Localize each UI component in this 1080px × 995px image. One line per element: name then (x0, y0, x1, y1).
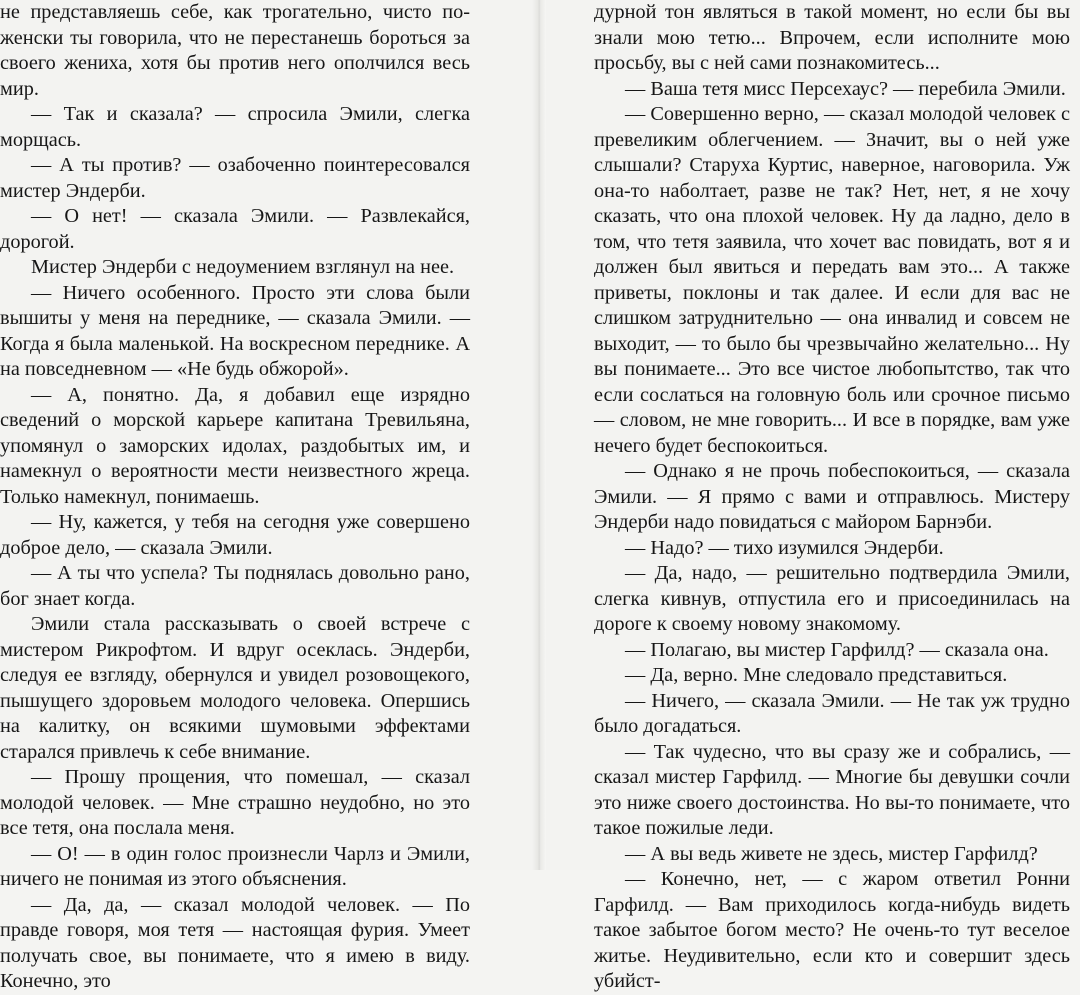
paragraph: — Надо? — тихо изумился Эндерби. (625, 536, 944, 559)
paragraph: — А ты против? — озабоченно поинтересовался мистер Эндерби. (0, 154, 470, 202)
paragraph: — Да, да, — сказал молодой человек. — По правде говоря, моя тетя — настоящая фурия. Умеет получать свое, вы понимаете, что я имею в виду. Конечно, это (0, 893, 470, 992)
right-page (594, 0, 1070, 995)
paragraph: — А вы ведь живете не здесь, мистер Гарфилд? (625, 842, 1038, 865)
paragraph: — Ваша тетя мисс Персехаус? — перебила Эмили. (625, 77, 1066, 100)
paragraph: — Ничего, — сказала Эмили. — Не так уж трудно было догадаться. (594, 689, 1070, 737)
paragraph: — Совершенно верно, — сказал молодой человек с превеликим облегчением. — Значит, вы о ней уже слышали? Старуха Куртис, наверное, наговорила. Уж она-то наболтает, разве не так? Нет, нет, я не хочу сказать, что она плохой человек. Ну да ладно, дело в том, что тетя заявила, что хочет вас повидать, вот я и должен был явиться и передать вам это... А также приветы, поклоны и так далее. И если для вас не слишком затруднительно — она инвалид и совсем не выходит, — то было бы чрезвычайно желательно... Ну вы понимаете... Это все чистое любопытство, так что если сослаться на головную боль или срочное письмо — словом, не мне говорить... И все в порядке, вам уже нечего будет беспокоиться. (594, 103, 1070, 457)
paragraph: — А, понятно. Да, я добавил еще изрядно сведений о морской карьере капитана Тревильяна, упомянул о заморских идолах, раздобытых им, и намекнул о вероятности мести неизвестного жреца. Только намекнул, понимаешь. (0, 383, 470, 508)
paragraph: — Так чудесно, что вы сразу же и собрались, — сказал мистер Гарфилд. — Многие бы девушки сочли это ниже своего достоинства. Но вы-то понимаете, что такое пожилые леди. (594, 740, 1070, 839)
paragraph: — Полагаю, вы мистер Гарфилд? — сказала она. (625, 638, 1049, 661)
paragraph: Эмили стала рассказывать о своей встрече с мистером Рикрофтом. И вдруг осеклась. Эндерби, следуя ее взгляду, обернулся и увидел розовощекого, пышущего здоровьем молодого человека. Опершись на калитку, он всякими шумовыми эффектами старался привлечь к себе внимание. (0, 613, 470, 763)
paragraph: Мистер Эндерби с недоумением взглянул на нее. (31, 256, 455, 278)
paragraph: — Однако я не прочь побеспокоиться, — сказала Эмили. — Я прямо с вами и отправлюсь. Мистеру Эндерби надо повидаться с майором Барнэби. (594, 460, 1070, 533)
paragraph: — О! — в один голос произнесли Чарлз и Эмили, ничего не понимая из этого объяснения. (0, 842, 470, 890)
paragraph: — Конечно, нет, — с жаром ответил Ронни Гарфилд. — Вам приходилось когда-нибудь видеть такое забытое богом место? Не очень-то тут веселое житье. Неудивительно, если кто и совершит здесь убийст- (594, 868, 1070, 992)
paragraph: — О нет! — сказала Эмили. — Развлекайся, дорогой. (0, 205, 470, 253)
paragraph: — Ничего особенного. Просто эти слова были вышиты у меня на переднике, — сказала Эмили. — Когда я была маленькой. На воскресном переднике. А на повседневном — «Не будь обжорой». (0, 281, 470, 380)
book-gutter (532, 0, 546, 870)
paragraph: — Так и сказала? — спросила Эмили, слегка морщась. (0, 103, 470, 151)
paragraph: — Да, надо, — решительно подтвердила Эмили, слегка кивнув, отпустила его и присоединилась на дороге к своему новому знакомому. (594, 562, 1070, 635)
paragraph: не представляешь себе, как трогательно, чисто по-женски ты говорила, что не перестанешь бороться за своего жениха, хотя бы против него ополчился весь мир. (0, 1, 470, 100)
paragraph: — Ну, кажется, у тебя на сегодня уже совершено доброе дело, — сказала Эмили. (0, 511, 470, 559)
paragraph: — Прошу прощения, что помешал, — сказал молодой человек. — Мне страшно неудобно, но это все тетя, она послала меня. (0, 766, 470, 839)
paragraph: — А ты что успела? Ты поднялась довольно рано, бог знает когда. (0, 562, 470, 610)
paragraph: — Да, верно. Мне следовало представиться. (625, 664, 1008, 686)
paragraph: дурной тон являться в такой момент, но если бы вы знали мою тетю... Впрочем, если исполните мою просьбу, вы с ней сами познакомитесь... (594, 1, 1070, 74)
left-page (0, 0, 470, 995)
